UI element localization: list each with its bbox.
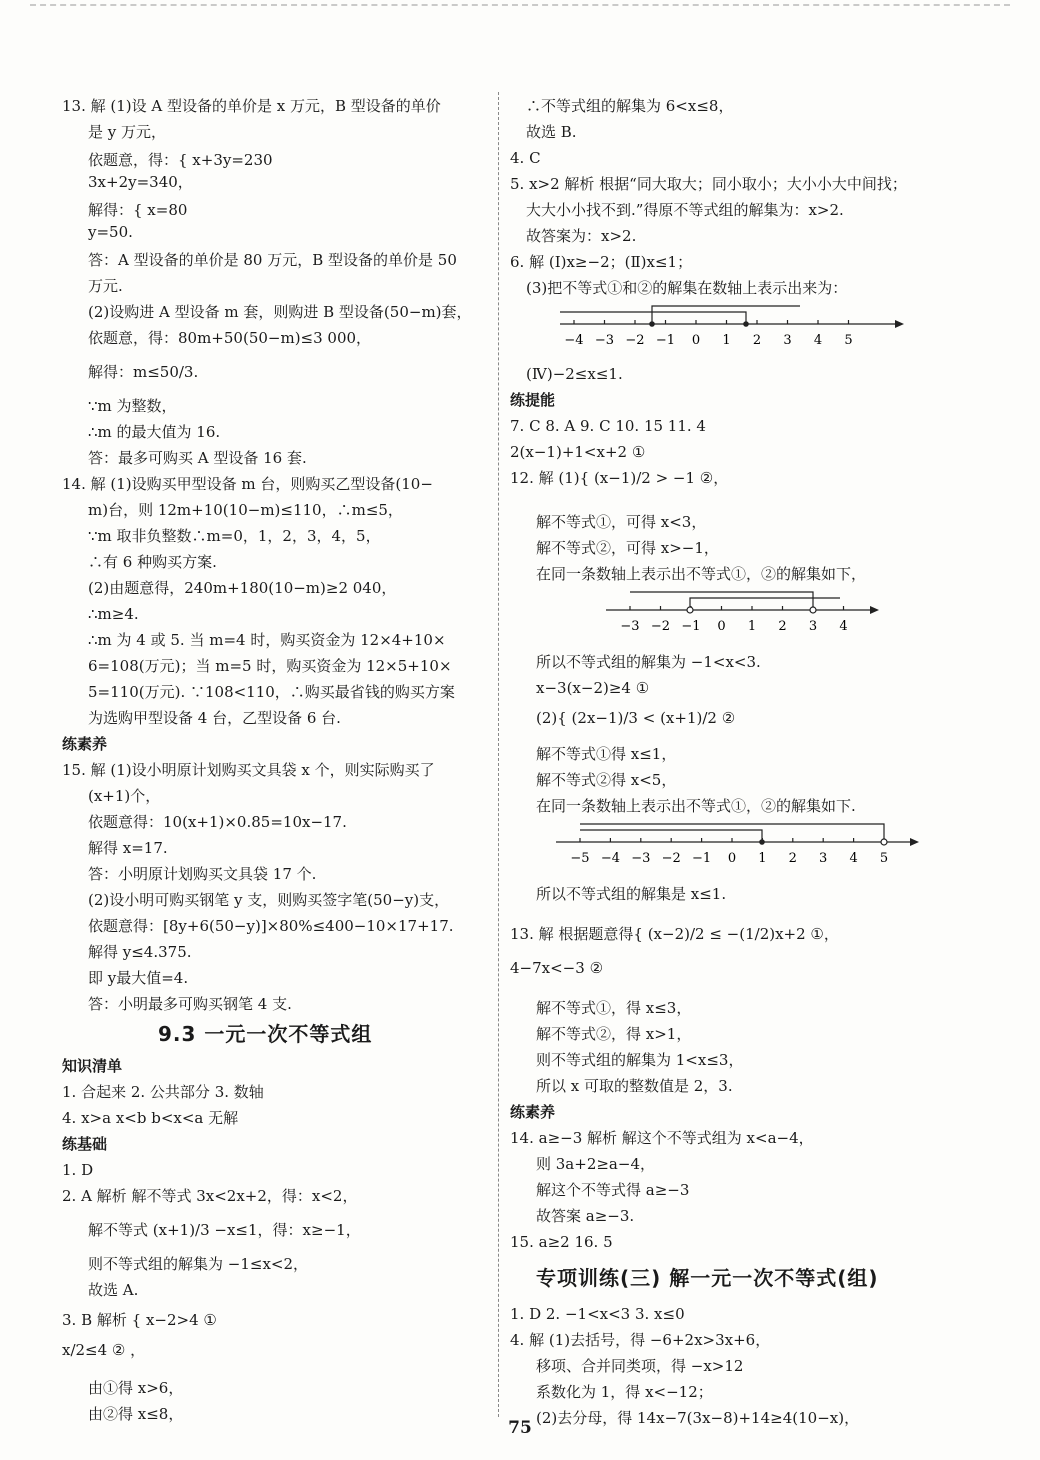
- text-line: (2)去分母，得 14x−7(3x−8)+14≥4(10−x)，: [536, 1409, 860, 1427]
- axis-tick-label: 3: [808, 619, 818, 634]
- text-line: 依题意得：10(x+1)×0.85=10x−17.: [88, 813, 347, 831]
- text-line: 大大小小找不到.”得原不等式组的解集为：x>2.: [526, 201, 844, 219]
- number-line-q12-1: [600, 584, 890, 644]
- axis-tick-label: 3: [783, 333, 792, 348]
- text-line: ∵m 取非负整数∴m=0，1，2，3，4，5，: [88, 527, 381, 545]
- text-line: 所以不等式组的解集为 −1<x<3.: [536, 653, 761, 671]
- text-line: 5=110(万元). ∵108<110，∴购买最省钱的购买方案: [88, 683, 455, 701]
- column-divider: [498, 92, 499, 1417]
- axis-tick-label: 0: [727, 851, 737, 866]
- text-line: 在同一条数轴上表示出不等式①，②的解集如下，: [536, 565, 867, 583]
- text-line: 解不等式①，可得 x<3，: [536, 513, 707, 531]
- section-heading: 练提能: [510, 391, 556, 409]
- text-line: (3)把不等式①和②的解集在数轴上表示出来为：: [526, 279, 848, 297]
- axis-tick-label: 4: [839, 619, 848, 634]
- text-line: 解这个不等式得 a≥−3: [536, 1181, 690, 1199]
- axis-tick-label: 4: [813, 333, 823, 348]
- text-line: 系数化为 1，得 x<−12；: [536, 1383, 713, 1401]
- text-line: 1. D 2. −1<x<3 3. x≤0: [510, 1305, 685, 1323]
- section-heading: 练素养: [510, 1103, 556, 1121]
- top-edge-marks: [30, 4, 1010, 12]
- text-line: 解得：m≤50/3.: [88, 363, 199, 381]
- text-line: (Ⅳ)−2≤x≤1.: [526, 365, 623, 383]
- text-line: 2(x−1)+1<x+2 ①: [510, 443, 646, 461]
- text-line: 由②得 x≤8，: [88, 1405, 184, 1423]
- text-line: (x+1)个，: [88, 787, 161, 805]
- section-title: 专项训练(三) 解一元一次不等式(组): [536, 1266, 879, 1290]
- text-line: 解不等式 (x+1)/3 −x≤1，得：x≥−1，: [88, 1221, 361, 1239]
- axis-tick-label: −3: [620, 619, 640, 634]
- section-heading: 知识清单: [62, 1057, 123, 1075]
- text-line: 为选购甲型设备 4 台，乙型设备 6 台.: [88, 709, 341, 727]
- text-line: 依题意得：[8y+6(50−y)]×80%≤400−10×17+17.: [88, 917, 454, 935]
- axis-tick-label: −4: [564, 333, 584, 348]
- text-line: 由①得 x>6，: [88, 1379, 184, 1397]
- text-line: (2)由题意得，240m+180(10−m)≥2 040，: [88, 579, 397, 597]
- text-line: 13. 解 (1)设 A 型设备的单价是 x 万元，B 型设备的单价: [62, 97, 441, 115]
- text-line: 依题意，得：80m+50(50−m)≤3 000，: [88, 329, 372, 347]
- text-line: 则不等式组的解集为 −1≤x<2，: [88, 1255, 309, 1273]
- text-line: 4. 解 (1)去括号，得 −6+2x>3x+6，: [510, 1331, 771, 1349]
- text-line: 4. x>a x<b b<x<a 无解: [62, 1109, 239, 1127]
- text-line: 故选 A.: [88, 1281, 139, 1299]
- text-line: 答：小明原计划购买文具袋 17 个.: [88, 865, 317, 883]
- text-line: 3x+2y=340，: [88, 173, 193, 191]
- axis-tick-label: 2: [778, 619, 787, 634]
- text-line: 万元.: [88, 277, 123, 295]
- text-line: 12. 解 (1){ (x−1)/2 > −1 ②，: [510, 469, 729, 487]
- text-line: 解不等式②，可得 x>−1，: [536, 539, 719, 557]
- text-line: 7. C 8. A 9. C 10. 15 11. 4: [510, 417, 706, 435]
- section-heading: 练基础: [62, 1135, 108, 1153]
- text-line: ∴m≥4.: [88, 605, 139, 623]
- text-line: 答：A 型设备的单价是 80 万元，B 型设备的单价是 50: [88, 251, 457, 269]
- text-line: 解不等式②得 x<5，: [536, 771, 677, 789]
- axis-tick-label: −2: [625, 333, 645, 348]
- text-line: 则不等式组的解集为 1<x≤3，: [536, 1051, 744, 1069]
- text-line: ∵m 为整数，: [88, 397, 177, 415]
- axis-tick-label: 4: [849, 851, 858, 866]
- text-line: 15. a≥2 16. 5: [510, 1233, 613, 1251]
- text-line: 所以 x 可取的整数值是 2，3.: [536, 1077, 733, 1095]
- text-line: 解得：{ x=80: [88, 201, 188, 219]
- text-line: m)台，则 12m+10(10−m)≤110，∴m≤5，: [88, 501, 403, 519]
- text-line: ∴m 为 4 或 5. 当 m=4 时，购买资金为 12×4+10×: [88, 631, 446, 649]
- text-line: ∴不等式组的解集为 6<x≤8，: [526, 97, 734, 115]
- page-number: 75: [508, 1418, 532, 1438]
- text-line: 4−7x<−3 ②: [510, 959, 604, 977]
- section-heading: 练素养: [62, 735, 108, 753]
- axis-tick-label: −5: [570, 851, 590, 866]
- axis-tick-label: 2: [788, 851, 797, 866]
- text-line: 解得 x=17.: [88, 839, 168, 857]
- text-line: y=50.: [88, 223, 133, 241]
- axis-tick-label: 0: [717, 619, 726, 634]
- text-line: 是 y 万元，: [88, 123, 167, 141]
- text-line: 故答案为：x>2.: [526, 227, 637, 245]
- text-line: 解不等式①得 x≤1，: [536, 745, 677, 763]
- axis-tick-label: 5: [879, 851, 889, 866]
- text-line: 则 3a+2≥a−4，: [536, 1155, 655, 1173]
- text-line: 1. D: [62, 1161, 94, 1179]
- text-line: 解不等式①，得 x≤3，: [536, 999, 692, 1017]
- text-line: 答：最多可购买 A 型设备 16 套.: [88, 449, 307, 467]
- axis-tick-label: −2: [650, 619, 671, 634]
- text-line: (2)设购进 A 型设备 m 套，则购进 B 型设备(50−m)套，: [88, 303, 472, 321]
- text-line: 6. 解 (Ⅰ)x≥−2；(Ⅱ)x≤1；: [510, 253, 693, 271]
- text-line: 13. 解 根据题意得{ (x−2)/2 ≤ −(1/2)x+2 ①，: [510, 925, 839, 943]
- text-line: x−3(x−2)≥4 ①: [536, 679, 650, 697]
- text-line: 5. x>2 解析 根据“同大取大；同小取小；大小小大中间找；: [510, 175, 907, 193]
- axis-tick-label: −3: [631, 851, 651, 866]
- axis-tick-label: −1: [681, 619, 701, 634]
- text-line: 故答案 a≥−3.: [536, 1207, 635, 1225]
- text-line: 移项、合并同类项，得 −x>12: [536, 1357, 744, 1375]
- axis-tick-label: 5: [844, 333, 853, 348]
- text-line: 14. a≥−3 解析 解这个不等式组为 x<a−4，: [510, 1129, 814, 1147]
- text-line: 答：小明最多可购买钢笔 4 支.: [88, 995, 292, 1013]
- text-line: 4. C: [510, 149, 541, 167]
- axis-tick-label: 0: [691, 333, 701, 348]
- text-line: 所以不等式组的解集是 x≤1.: [536, 885, 727, 903]
- text-line: ∴m 的最大值为 16.: [88, 423, 221, 441]
- axis-tick-label: 3: [819, 851, 828, 866]
- text-line: (2)设小明可购买钢笔 y 支，则购买签字笔(50−y)支，: [88, 891, 450, 909]
- text-line: 6=108(万元)；当 m=5 时，购买资金为 12×5+10×: [88, 657, 452, 675]
- number-line-q12-2: [550, 816, 930, 876]
- axis-tick-label: −2: [661, 851, 681, 866]
- text-line: (2){ (2x−1)/3 < (x+1)/2 ②: [536, 709, 736, 727]
- text-line: 2. A 解析 解不等式 3x<2x+2，得：x<2，: [62, 1187, 358, 1205]
- text-line: 依题意，得：{ x+3y=230: [88, 151, 273, 169]
- text-line: 即 y最大值=4.: [88, 969, 189, 987]
- text-line: 15. 解 (1)设小明原计划购买文具袋 x 个，则实际购买了: [62, 761, 435, 779]
- axis-tick-label: 1: [758, 851, 767, 866]
- section-title: 9.3 一元一次不等式组: [158, 1022, 373, 1046]
- text-line: 解不等式②，得 x>1，: [536, 1025, 692, 1043]
- text-line: x/2≤4 ② ，: [62, 1341, 146, 1359]
- axis-tick-label: −4: [600, 851, 620, 866]
- text-line: 在同一条数轴上表示出不等式①，②的解集如下.: [536, 797, 856, 815]
- axis-tick-label: −1: [655, 333, 676, 348]
- number-line-q6: [550, 298, 910, 358]
- text-line: ∴有 6 种购买方案.: [88, 553, 217, 571]
- text-line: 3. B 解析 { x−2>4 ①: [62, 1311, 217, 1329]
- text-line: 解得 y≤4.375.: [88, 943, 192, 961]
- axis-tick-label: −3: [594, 333, 615, 348]
- axis-tick-label: 2: [752, 333, 762, 348]
- axis-tick-label: 1: [747, 619, 757, 634]
- axis-tick-label: 1: [722, 333, 731, 348]
- text-line: 故选 B.: [526, 123, 577, 141]
- text-line: 14. 解 (1)设购买甲型设备 m 台，则购买乙型设备(10−: [62, 475, 433, 493]
- axis-tick-label: −1: [692, 851, 712, 866]
- text-line: 1. 合起来 2. 公共部分 3. 数轴: [62, 1083, 264, 1101]
